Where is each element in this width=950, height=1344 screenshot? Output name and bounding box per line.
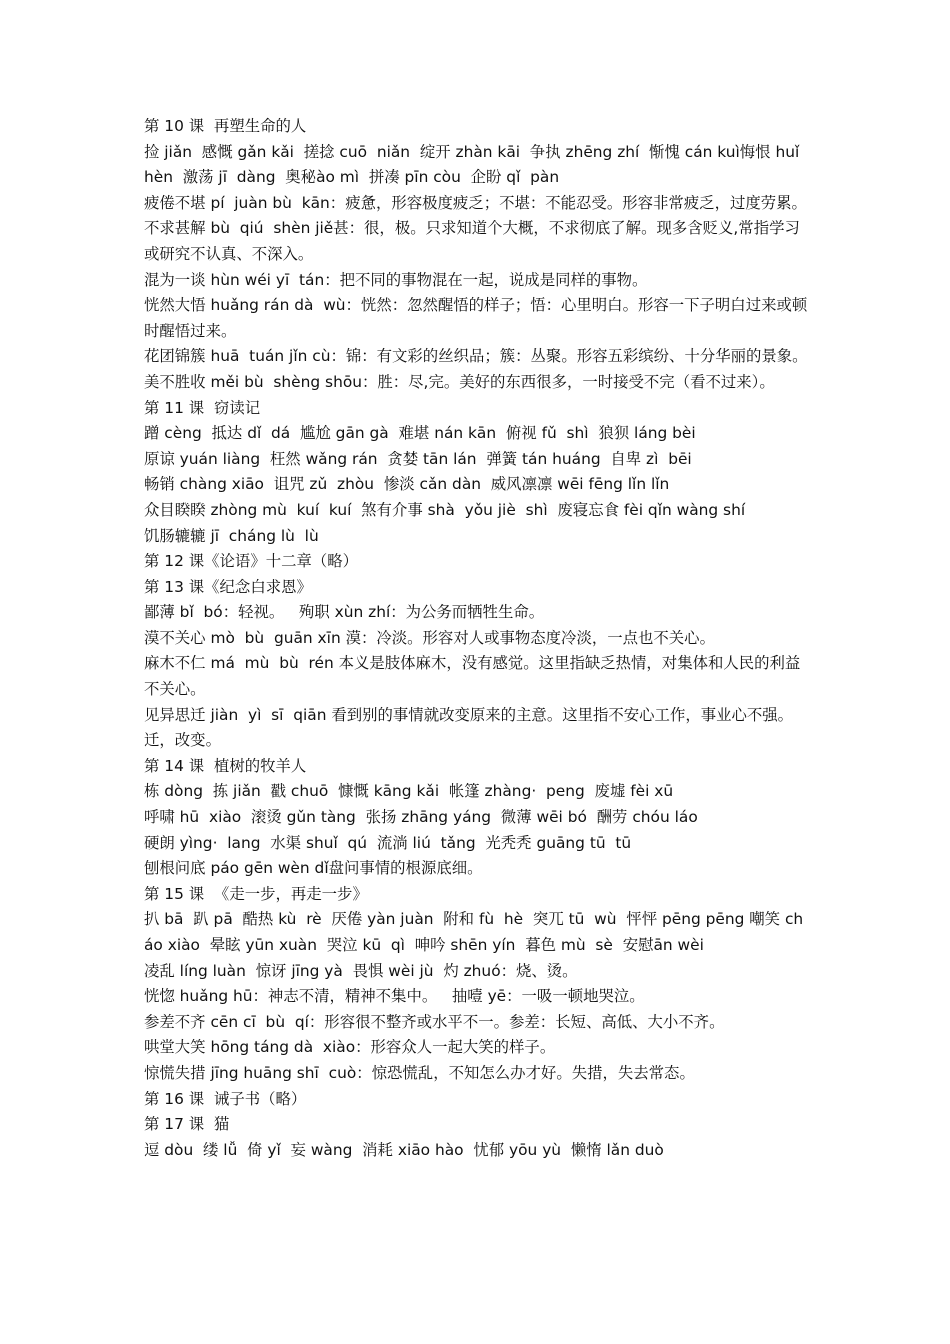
idiom-definition: 恍惚 huǎng hū：神志不清，精神不集中。 抽噎 yē：一吸一顿地哭泣。	[144, 987, 645, 1006]
vocab-line: 蹭 cèng 抵达 dǐ dá 尴尬 gān gà 难堪 nán kān 俯视 fǔ shì 狼狈 láng bèi	[144, 424, 696, 443]
vocab-line: 逗 dòu 缕 lǚ 倚 yǐ 妄 wàng 消耗 xiāo hào 忧郁 yōu yù 懒惰 lǎn duò	[144, 1140, 664, 1159]
vocab-line: 饥肠辘辘 jī cháng lù lù	[144, 526, 319, 545]
lesson-14-heading: 第 14 课 植树的牧羊人	[144, 756, 307, 775]
vocab-line: 硬朗 yìng· lang 水渠 shuǐ qú 流淌 liú tǎng 光秃秃 guāng tū tū	[144, 833, 632, 852]
idiom-definition: 鄙薄 bǐ bó：轻视。 殉职 xùn zhí：为公务而牺牲生命。	[144, 603, 545, 622]
idiom-definition: 参差不齐 cēn cī bù qí：形容很不整齐或水平不一。参差：长短、高低、大小不齐。	[144, 1012, 725, 1031]
idiom-definition: 美不胜收 měi bù shèng shōu：胜：尽,完。美好的东西很多，一时接受不完（看不过来）。	[144, 372, 775, 391]
idiom-definition: 惊慌失措 jīng huāng shī cuò：惊恐慌乱，不知怎么办才好。失措，失去常态。	[144, 1063, 695, 1082]
lesson-16-heading: 第 16 课 诫子书（略）	[144, 1089, 307, 1108]
lesson-13-heading: 第 13 课《纪念白求恩》	[144, 577, 312, 596]
idiom-definition: 恍然大悟 huǎng rán dà wù：恍然：忽然醒悟的样子；悟：心里明白。形容一下子明白过来或顿时醒悟过来。	[144, 296, 808, 340]
lesson-17-heading: 第 17 课 猫	[144, 1115, 230, 1134]
idiom-definition: 混为一谈 hùn wéi yī tán：把不同的事物混在一起，说成是同样的事物。	[144, 270, 648, 289]
vocab-line: 原谅 yuán liàng 枉然 wǎng rán 贪婪 tān lán 弹簧 tán huáng 自卑 zì bēi	[144, 449, 692, 468]
document-page	[144, 114, 812, 1163]
idiom-definition: 疲倦不堪 pí juàn bù kān：疲惫，形容极度疲乏；不堪：不能忍受。形容非常疲乏，过度劳累。	[144, 193, 807, 212]
vocab-line: 畅销 chàng xiāo 诅咒 zǔ zhòu 惨淡 cǎn dàn 威风凛凛 wēi fēng lǐn lǐn	[144, 475, 670, 494]
lesson-15-heading: 第 15 课 《走一步，再走一步》	[144, 884, 368, 903]
vocab-line: 捡 jiǎn 感慨 gǎn kǎi 搓捻 cuō niǎn 绽开 zhàn kāi 争执 zhēng zhí 惭愧 cán kuì悔恨 huǐ hèn 激荡 jī dàng 奥秘ào mì 拼凑 pīn còu 企盼 qǐ pàn	[144, 142, 805, 187]
idiom-definition: 花团锦簇 huā tuán jǐn cù：锦：有文彩的丝织品；簇：丛聚。形容五彩缤纷、十分华丽的景象。	[144, 347, 808, 366]
idiom-definition: 漠不关心 mò bù guān xīn 漠：冷淡。形容对人或事物态度冷淡，一点也不关心。	[144, 628, 715, 647]
vocab-line: 呼啸 hū xiào 滚烫 gǔn tàng 张扬 zhāng yáng 微薄 wēi bó 酬劳 chóu láo	[144, 808, 698, 827]
vocab-line: 栋 dòng 拣 jiǎn 戳 chuō 慷慨 kāng kǎi 帐篷 zhàng· peng 废墟 fèi xū	[144, 782, 674, 801]
idiom-definition: 见异思迁 jiàn yì sī qiān 看到别的事情就改变原来的主意。这里指不安心工作，事业心不强。迁，改变。	[144, 705, 794, 750]
idiom-definition: 刨根问底 páo gēn wèn dǐ盘问事情的根源底细。	[144, 859, 483, 878]
vocab-line: 凌乱 líng luàn 惊讶 jīng yà 畏惧 wèi jù 灼 zhuó：烧、烫。	[144, 961, 578, 980]
lesson-12-heading: 第 12 课《论语》十二章（略）	[144, 552, 359, 571]
vocab-line: 众目睽睽 zhòng mù kuí kuí 煞有介事 shà yǒu jiè shì 废寝忘食 fèi qǐn wàng shí	[144, 500, 746, 519]
idiom-definition: 麻木不仁 má mù bù rén 本义是肢体麻木，没有感觉。这里指缺乏热情，对集体和人民的利益不关心。	[144, 654, 801, 699]
idiom-definition: 哄堂大笑 hōng táng dà xiào：形容众人一起大笑的样子。	[144, 1038, 556, 1057]
lesson-11-heading: 第 11 课 窃读记	[144, 398, 261, 417]
vocab-line: 扒 bā 趴 pā 酷热 kù rè 厌倦 yàn juàn 附和 fù hè 突兀 tū wù 怦怦 pēng pēng 嘲笑 cháo xiào 晕眩 yūn xuàn 哭泣 kū qì 呻吟 shēn yín 暮色 mù sè 安慰ān wèi	[144, 910, 804, 954]
idiom-definition: 不求甚解 bù qiú shèn jiě甚：很，极。只求知道个大概，不求彻底了解。现多含贬义,常指学习或研究不认真、不深入。	[144, 219, 800, 263]
lesson-10-heading: 第 10 课 再塑生命的人	[144, 117, 307, 135]
